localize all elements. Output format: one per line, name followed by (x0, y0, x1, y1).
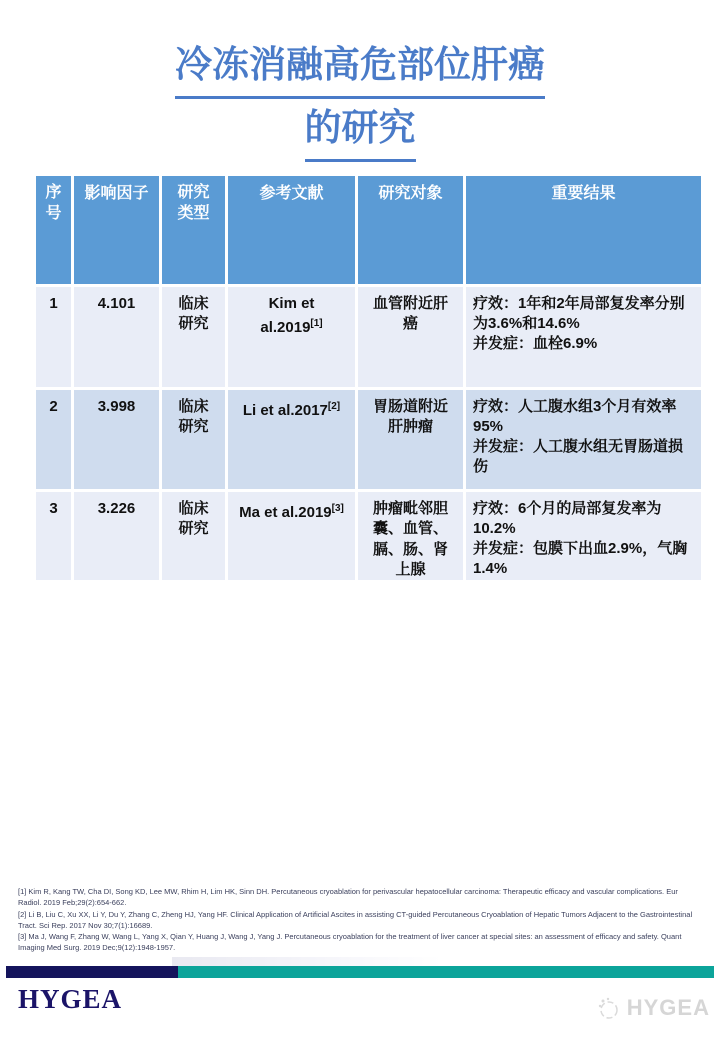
table-row1-result (466, 287, 701, 387)
result-efficacy: 疗效：6个月的局部复发率为10.2% (473, 500, 662, 537)
result-efficacy: 疗效：人工腹水组3个月有效率95% (473, 398, 677, 435)
table-row1-no: 1 (36, 287, 71, 387)
col-header-impact-factor: 影响因子 (74, 176, 159, 284)
col-header-result: 重要结果 (466, 176, 701, 284)
footer-bar-navy-segment (6, 966, 178, 978)
footer-bar (6, 966, 714, 978)
table-row1-study-type: 临床研究 (162, 287, 225, 387)
table-row2-impact-factor: 3.998 (74, 390, 159, 489)
hygea-watermark-text: HYGEA (626, 995, 710, 1020)
footnote-references (18, 886, 694, 954)
footer-bar-shadow (172, 957, 442, 966)
footnote-1: [1] Kim R, Kang TW, Cha DI, Song KD, Lee MW, Rhim H, Lim HK, Sinn DH. Percutaneous cryoablation for perivascular hepatocellular carcinoma: Therapeutic efficacy and vascular complications. Eur Radiol. 2019 Feb;29(2):654-662. (18, 887, 678, 908)
col-header-study-type: 研究类型 (162, 176, 225, 284)
hygea-emblem-icon (595, 995, 621, 1021)
table-row2-study-type: 临床研究 (162, 390, 225, 489)
footnote-3: [3] Ma J, Wang F, Zhang W, Wang L, Yang X, Qian Y, Huang J, Wang J, Yang J. Percutaneous cryoablation for the treatment of liver cancer at special sites: an assessment of efficacy and safety. Quant Imaging Med Surg. 2019 Dec;9(12):1948-1957. (18, 932, 682, 953)
table-row3-no: 3 (36, 492, 71, 580)
table-row1-subject: 血管附近肝癌 (358, 287, 463, 387)
result-complications: 并发症：血栓6.9% (473, 335, 598, 352)
table-row2-no: 2 (36, 390, 71, 489)
reference-citation-mark: [3] (331, 503, 344, 514)
col-header-reference: 参考文献 (228, 176, 355, 284)
page-title (0, 36, 720, 162)
result-complications: 并发症：包膜下出血2.9%，气胸1.4% (473, 540, 688, 577)
studies-table (36, 176, 686, 580)
page-title-line2: 的研究 (0, 99, 720, 162)
table-row1-reference: Kim et al.2019[1] (228, 287, 355, 387)
page-title-line1: 冷冻消融高危部位肝癌 (0, 36, 720, 99)
footnote-2: [2] Li B, Liu C, Xu XX, Li Y, Du Y, Zhang C, Zheng HJ, Yang HF. Clinical Application of Artificial Ascites in assisting CT-guided Percutaneous Cryoablation of Hepatic Tumors Adjacent to the Gastrointestinal Tract. Sci Rep. 2017 Nov 30;7(1):16689. (18, 909, 693, 930)
reference-citation-mark: [1] (310, 318, 323, 329)
col-header-no: 序号 (36, 176, 71, 284)
table-row2-subject: 胃肠道附近肝肿瘤 (358, 390, 463, 489)
table-row3-subject: 肿瘤毗邻胆囊、血管、膈、肠、肾上腺 (358, 492, 463, 580)
footer-bar-teal-segment (178, 966, 714, 978)
hygea-logo: HYGEA (18, 984, 123, 1014)
result-efficacy: 疗效：1年和2年局部复发率分别为3.6%和14.6% (473, 295, 685, 332)
table-row2-reference: Li et al.2017[2] (228, 390, 355, 489)
table-row2-result (466, 390, 701, 489)
col-header-subject: 研究对象 (358, 176, 463, 284)
table-row3-reference: Ma et al.2019[3] (228, 492, 355, 580)
table-row3-study-type: 临床研究 (162, 492, 225, 580)
table-row3-result (466, 492, 701, 580)
table-row3-impact-factor: 3.226 (74, 492, 159, 580)
reference-citation-mark: [2] (327, 401, 341, 412)
result-complications: 并发症：人工腹水组无胃肠道损伤 (473, 438, 684, 475)
table-row1-impact-factor: 4.101 (74, 287, 159, 387)
hygea-watermark (595, 995, 710, 1021)
